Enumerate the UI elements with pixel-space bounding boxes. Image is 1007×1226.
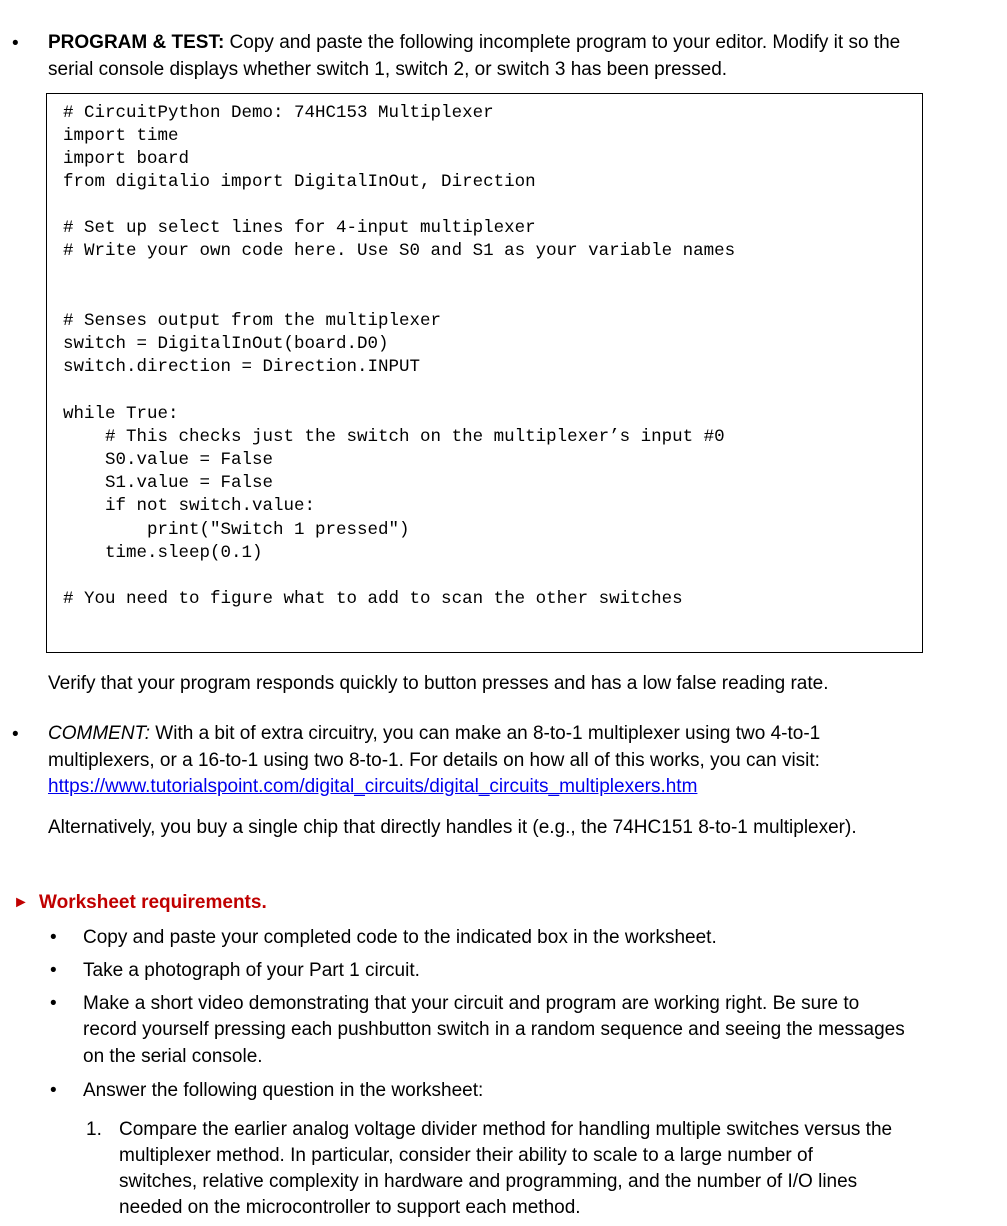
comment-line-2: multiplexers, or a 16-to-1 using two 8-to-1. For details on how all of this works, you can visit: <box>48 750 820 771</box>
code-line: switch.direction = Direction.INPUT <box>63 357 421 377</box>
code-line: time.sleep(0.1) <box>63 543 263 563</box>
worksheet-item: Copy and paste your completed code to the indicated box in the worksheet. <box>83 927 717 948</box>
bullet-marker: • <box>50 927 57 948</box>
code-line: while True: <box>63 404 179 424</box>
code-line: import board <box>63 149 190 169</box>
arrow-icon: ► <box>13 894 29 911</box>
code-line: # CircuitPython Demo: 74HC153 Multiplexer <box>63 103 494 123</box>
bullet-marker: • <box>12 33 19 54</box>
comment-text: With a bit of extra circuitry, you can make an 8-to-1 multiplexer using two 4-to-1 <box>150 723 821 744</box>
question-number: 1. <box>86 1119 102 1140</box>
question-line: needed on the microcontroller to support each method. <box>119 1197 581 1218</box>
question-line: multiplexer method. In particular, consider their ability to scale to a large number of <box>119 1145 813 1166</box>
tutorialspoint-link[interactable]: https://www.tutorialspoint.com/digital_circuits/digital_circuits_multiplexers.htm <box>48 776 698 797</box>
code-line: from digitalio import DigitalInOut, Direction <box>63 172 536 192</box>
question-line: Compare the earlier analog voltage divider method for handling multiple switches versus the <box>119 1119 893 1140</box>
comment-line-1 <box>48 721 820 747</box>
code-block <box>46 93 923 653</box>
code-line: # This checks just the switch on the multiplexer’s input #0 <box>63 427 725 447</box>
code-line: # You need to figure what to add to scan the other switches <box>63 589 683 609</box>
comment-label: COMMENT: <box>48 723 151 744</box>
worksheet-item: Answer the following question in the worksheet: <box>83 1080 484 1101</box>
program-test-line-1 <box>48 30 900 56</box>
code-line: # Set up select lines for 4-input multiplexer <box>63 218 536 238</box>
question-line: switches, relative complexity in hardware and programming, and the number of I/O lines <box>119 1171 858 1192</box>
code-line: print("Switch 1 pressed") <box>63 520 410 540</box>
bullet-marker: • <box>50 960 57 981</box>
bullet-marker: • <box>50 993 57 1014</box>
code-line: switch = DigitalInOut(board.D0) <box>63 334 389 354</box>
worksheet-heading: Worksheet requirements. <box>39 892 267 913</box>
program-test-line-2: serial console displays whether switch 1, switch 2, or switch 3 has been pressed. <box>48 59 728 80</box>
worksheet-item-continued: record yourself pressing each pushbutton switch in a random sequence and seeing the messages <box>83 1019 905 1040</box>
worksheet-item: Take a photograph of your Part 1 circuit. <box>83 960 420 981</box>
code-line: S1.value = False <box>63 473 274 493</box>
bullet-marker: • <box>12 724 19 745</box>
program-test-label: PROGRAM & TEST: <box>48 32 225 53</box>
code-line: # Write your own code here. Use S0 and S1 as your variable names <box>63 241 736 261</box>
code-line: S0.value = False <box>63 450 274 470</box>
worksheet-item: Make a short video demonstrating that your circuit and program are working right. Be sure to <box>83 993 860 1014</box>
program-test-text: Copy and paste the following incomplete program to your editor. Modify it so the <box>224 32 901 53</box>
code-line: import time <box>63 126 179 146</box>
code-line: # Senses output from the multiplexer <box>63 311 442 331</box>
alternative-text: Alternatively, you buy a single chip that directly handles it (e.g., the 74HC151 8-to-1 multiplexer). <box>48 817 857 838</box>
bullet-marker: • <box>50 1080 57 1101</box>
code-line: if not switch.value: <box>63 496 316 516</box>
worksheet-item-continued: on the serial console. <box>83 1046 263 1067</box>
verify-text: Verify that your program responds quickly to button presses and has a low false reading rate. <box>48 673 829 694</box>
